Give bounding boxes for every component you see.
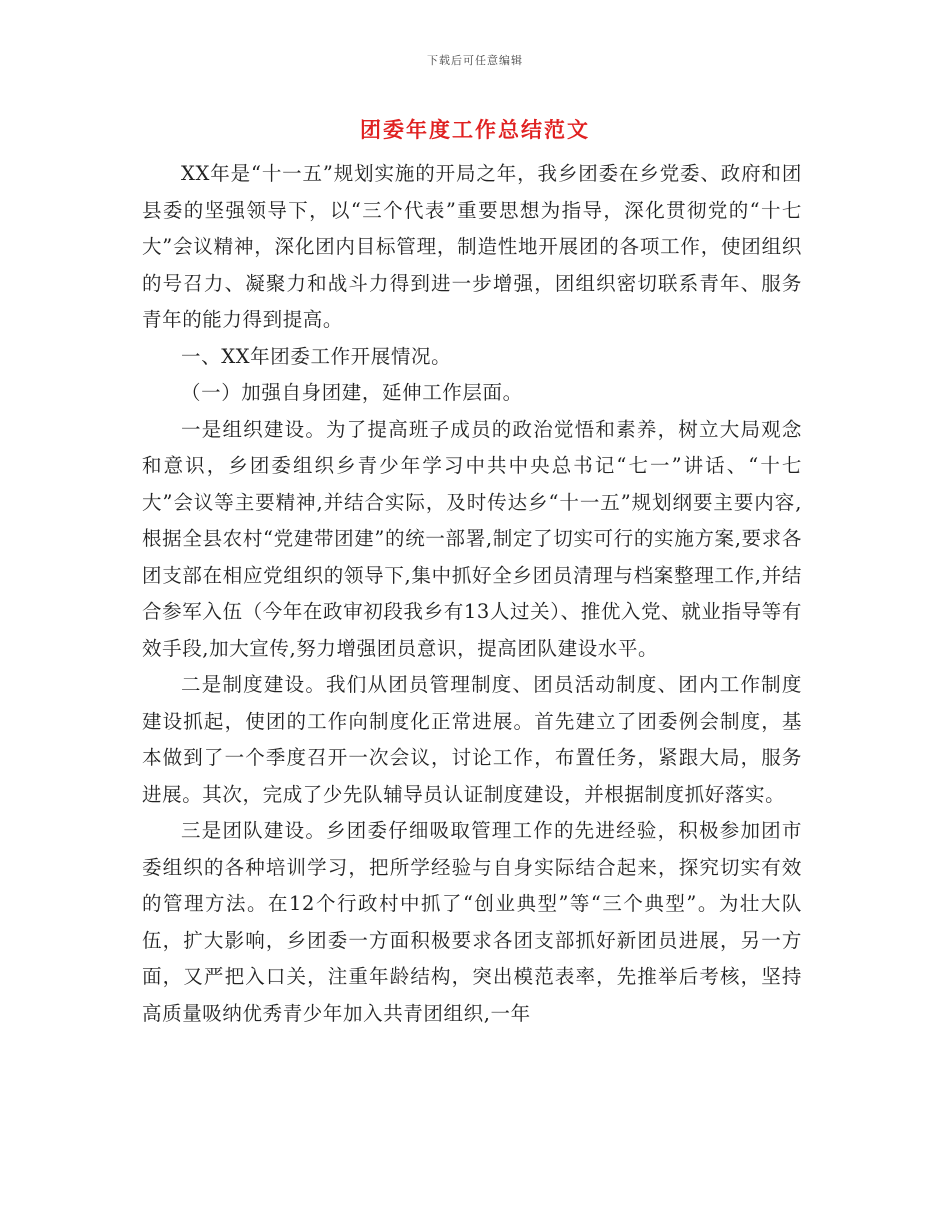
paragraph-team: 三是团队建设。乡团委仔细吸取管理工作的先进经验，积极参加团市委组织的各种培训学习，把所学经验与自身实际结合起来，探究切实有效的管理方法。在12个行政村中抓了“创业典型”等“三个典型”。为壮大队伍，扩大影响，乡团委一方面积极要求各团支部抓好新团员进展，另一方面，又严把入口关，注重年龄结构，突出模范表率，先推举后考核，坚持高质量吸纳优秀青少年加入共青团组织,一年 xyxy=(142,819,802,1025)
section-heading: 一、XX年团委工作开展情况。 xyxy=(181,344,452,368)
paragraph-system: 二是制度建设。我们从团员管理制度、团员活动制度、团内工作制度建设抓起，使团的工作向制度化正常进展。首先建立了团委例会制度，基本做到了一个季度召开一次会议，讨论工作，布置任务，紧跟大局，服务进展。其次，完成了少先队辅导员认证制度建设，并根据制度抓好落实。 xyxy=(142,673,802,806)
document-body xyxy=(142,156,802,1032)
header-note: 下载后可任意编辑 xyxy=(427,54,523,67)
subsection-heading: （一）加强自身团建，延伸工作层面。 xyxy=(181,381,523,404)
paragraph-intro: XX年是“十一五”规划实施的开局之年，我乡团委在乡党委、政府和团县委的坚强领导下，以“三个代表”重要思想为指导，深化贯彻党的“十七大”会议精神，深化团内目标管理，制造性地开展团的各项工作，使团组织的号召力、凝聚力和战斗力得到进一步增强，团组织密切联系青年、服务青年的能力得到提高。 xyxy=(142,162,802,331)
document-title: 团委年度工作总结范文 xyxy=(360,117,590,142)
paragraph-organization: 一是组织建设。为了提高班子成员的政治觉悟和素养，树立大局观念和意识，乡团委组织乡青少年学习中共中央总书记“七一”讲话、“十七大”会议等主要精神,并结合实际，及时传达乡“十一五”规划纲要主要内容,根据全县农村“党建带团建”的统一部署,制定了切实可行的实施方案,要求各团支部在相应党组织的领导下,集中抓好全乡团员清理与档案整理工作,并结合参军入伍（今年在政审初段我乡有13人过关）、推优入党、就业指导等有效手段,加大宣传,努力增强团员意识，提高团队建设水平。 xyxy=(142,417,802,660)
